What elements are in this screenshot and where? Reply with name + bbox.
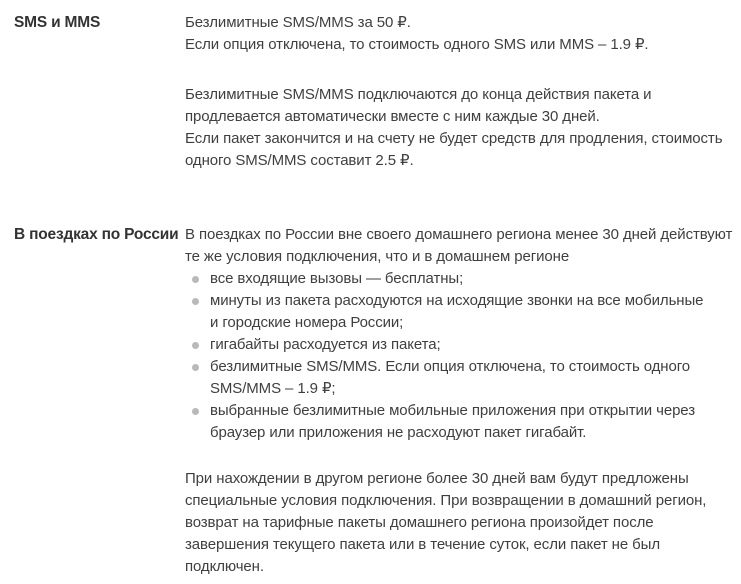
text-line: Если пакет закончится и на счету не будет средств для продления, стоимость [185,130,723,147]
list-item-unlimited-sms [185,356,741,400]
paragraph-sms-renewal [185,84,741,172]
text-line: все входящие вызовы — бесплатны; [210,270,464,287]
list-item-text [210,268,741,290]
text-line: и городские номера России; [210,314,404,331]
bullet-icon [192,342,199,349]
bullet-icon [192,408,199,415]
text-line: подключен. [185,558,264,575]
text-line: Безлимитные SMS/MMS за 50 ₽. [185,14,411,31]
text-line: браузер или приложения не расходуют пакет гигабайт. [210,424,587,441]
section-travel-russia [14,224,741,578]
list-item-package-minutes [185,290,741,334]
text-line: завершения текущего пакета или в течение суток, если пакет не был [185,536,660,553]
list-item-text [210,334,741,356]
text-line: те же условия подключения, что и в домашнем регионе [185,248,570,265]
list-item-text [210,290,741,334]
text-line: В поездках по России вне своего домашнего региона менее 30 дней действуют [185,226,733,243]
label-column [14,224,185,246]
text-line: безлимитные SMS/MMS. Если опция отключена, то стоимость одного [210,358,690,375]
list-item-gigabytes [185,334,741,356]
paragraph-other-region [185,468,741,578]
list-item-text [210,400,741,444]
text-line: продлевается автоматически вместе с ним каждые 30 дней. [185,108,600,125]
section-label-sms-mms: SMS и MMS [14,14,101,31]
section-label-travel-russia: В поездках по России [14,226,179,243]
text-line: специальные условия подключения. При возвращении в домашний регион, [185,492,707,509]
text-line: одного SMS/MMS составит 2.5 ₽. [185,152,414,169]
bullet-icon [192,276,199,283]
body-column [185,224,741,578]
text-line: SMS/MMS – 1.9 ₽; [210,380,336,397]
text-line: выбранные безлимитные мобильные приложения при открытии через [210,402,695,419]
section-sms-mms [14,12,741,172]
text-line: возврат на тарифные пакеты домашнего региона произойдет после [185,514,654,531]
bullet-icon [192,364,199,371]
body-column [185,12,741,172]
paragraph-travel-intro [185,224,741,268]
text-line: При нахождении в другом регионе более 30 дней вам будут предложены [185,470,689,487]
list-item-incoming-calls [185,268,741,290]
list-item-text [210,356,741,400]
paragraph-sms-price [185,12,741,56]
label-column [14,12,185,34]
list-item-unlimited-apps [185,400,741,444]
text-line: Безлимитные SMS/MMS подключаются до конца действия пакета и [185,86,652,103]
travel-conditions-list [185,268,741,444]
bullet-icon [192,298,199,305]
text-line: гигабайты расходуется из пакета; [210,336,441,353]
text-line: Если опция отключена, то стоимость одного SMS или MMS – 1.9 ₽. [185,36,649,53]
text-line: минуты из пакета расходуются на исходящие звонки на все мобильные [210,292,704,309]
